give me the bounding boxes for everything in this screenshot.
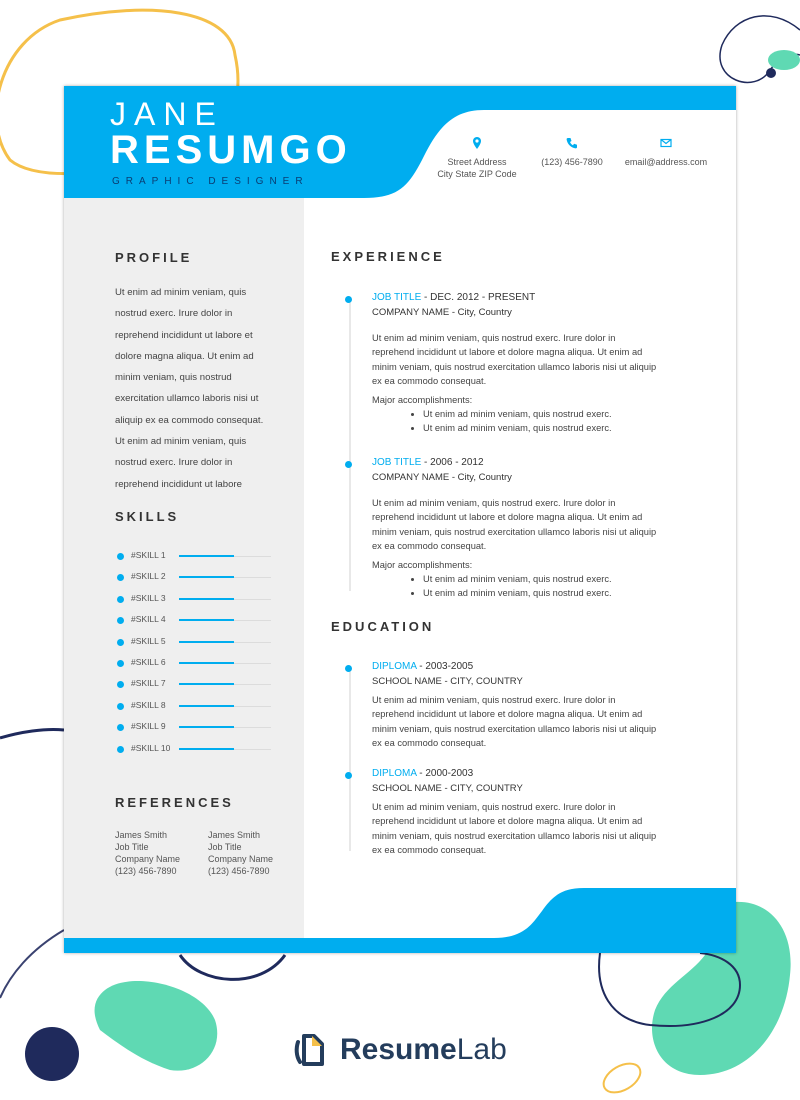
navy-curve-left bbox=[0, 930, 64, 998]
profile-line: aliquip ex ea commodo consequat. bbox=[115, 414, 264, 426]
entry-dates: - 2006 - 2012 bbox=[421, 457, 484, 468]
description-line: reprehend incididunt ut labore et dolore magna aliqua. Ut enim ad bbox=[372, 347, 643, 358]
skill-label: #SKILL 6 bbox=[131, 656, 166, 667]
navy-wave-left bbox=[0, 729, 64, 738]
skill-bar-fill bbox=[179, 662, 234, 664]
experience-entry bbox=[372, 292, 692, 435]
description-line: Ut enim ad minim veniam, quis nostrud exerc. Irure dolor in bbox=[372, 802, 616, 812]
reference-title: Job Title bbox=[115, 842, 149, 852]
navy-circle-bottom-left bbox=[25, 1027, 79, 1081]
first-name: JANE bbox=[110, 96, 224, 132]
skill-bar-fill bbox=[179, 726, 234, 728]
contact-address bbox=[432, 136, 522, 180]
reference-name: James Smith bbox=[208, 830, 261, 840]
profile-line: dolore magna aliqua. Ut enim ad bbox=[115, 350, 254, 362]
profile-heading: PROFILE bbox=[115, 250, 193, 265]
skill-bar-fill bbox=[179, 555, 234, 557]
skill-bar-track bbox=[179, 642, 271, 643]
skill-item bbox=[117, 676, 277, 697]
entry-degree: DIPLOMA bbox=[372, 661, 417, 672]
experience-entry bbox=[372, 457, 692, 600]
accomplishment-item: • Ut enim ad minim veniam, quis nostrud exerc. bbox=[423, 572, 692, 586]
address-line-1: Street Address bbox=[447, 157, 507, 167]
description-line: ex ea commodo consequat. bbox=[372, 845, 487, 856]
brand-name-regular: Lab bbox=[456, 1033, 507, 1066]
entry-role: JOB TITLE bbox=[372, 292, 422, 303]
education-heading: EDUCATION bbox=[331, 619, 435, 634]
entry-dates: - DEC. 2012 - PRESENT bbox=[421, 292, 536, 303]
description-line: ex ea commodo consequat. bbox=[372, 738, 487, 749]
description-line: minim veniam, quis nostrud exercitation ullamco laboris nisi ut aliquip bbox=[372, 361, 657, 372]
skill-label: #SKILL 2 bbox=[131, 571, 166, 582]
entry-role: JOB TITLE bbox=[372, 457, 422, 468]
entry-dates: - 2003-2005 bbox=[416, 661, 474, 672]
skill-item bbox=[117, 548, 277, 569]
education-entry bbox=[372, 661, 692, 751]
skill-bar-track bbox=[179, 684, 271, 685]
entry-company: COMPANY NAME - City, Country bbox=[372, 307, 512, 318]
skill-item bbox=[117, 719, 277, 740]
skill-bar-track bbox=[179, 663, 271, 664]
entry-header bbox=[372, 768, 692, 779]
reference-phone: (123) 456-7890 bbox=[208, 866, 270, 876]
mint-small-blob bbox=[768, 50, 800, 70]
mint-blob-bottom-left bbox=[95, 981, 218, 1071]
navy-swoosh-bottom bbox=[180, 955, 285, 979]
reference-card bbox=[115, 829, 180, 877]
address-line-2: City State ZIP Code bbox=[437, 169, 517, 179]
accomplishments-list bbox=[372, 572, 692, 601]
email-address: email@address.com bbox=[624, 157, 708, 167]
profile-line: Ut enim ad minim veniam, quis bbox=[115, 287, 247, 298]
skill-label: #SKILL 4 bbox=[131, 614, 166, 625]
description-line: minim veniam, quis nostrud exercitation ullamco laboris nisi ut aliquip bbox=[372, 526, 657, 537]
education-entry bbox=[372, 768, 692, 858]
reference-card bbox=[208, 829, 273, 877]
resume-page bbox=[64, 86, 736, 953]
skill-dot bbox=[117, 574, 124, 581]
timeline-dot bbox=[345, 461, 352, 468]
yellow-outline-ring bbox=[599, 1058, 646, 1099]
entry-description bbox=[372, 800, 692, 858]
description-line: ex ea commodo consequat. bbox=[372, 376, 487, 387]
description-line: reprehend incididunt ut labore et dolore magna aliqua. Ut enim ad bbox=[372, 512, 643, 523]
entry-company: COMPANY NAME - City, Country bbox=[372, 472, 512, 483]
skill-bar-fill bbox=[179, 683, 234, 685]
skill-item bbox=[117, 741, 277, 762]
map-pin-icon bbox=[470, 136, 484, 150]
skill-dot bbox=[117, 660, 124, 667]
skill-dot bbox=[117, 724, 124, 731]
skill-label: #SKILL 7 bbox=[131, 678, 166, 689]
accomplishments-list bbox=[372, 407, 692, 436]
reference-company: Company Name bbox=[208, 854, 274, 864]
profile-line: reprehend incididunt ut labore bbox=[115, 478, 242, 490]
description-line: reprehend incididunt ut labore et dolore magna aliqua. Ut enim ad bbox=[372, 709, 643, 720]
skill-dot bbox=[117, 617, 124, 624]
skill-bar-fill bbox=[179, 748, 234, 750]
skill-item bbox=[117, 634, 277, 655]
entry-degree: DIPLOMA bbox=[372, 768, 417, 779]
skill-bar-track bbox=[179, 577, 271, 578]
skill-dot bbox=[117, 596, 124, 603]
skill-bar-track bbox=[179, 556, 271, 557]
dark-outline-loop bbox=[720, 16, 800, 83]
skill-bar-fill bbox=[179, 576, 234, 578]
profile-line: nostrud exerc. Irure dolor in bbox=[115, 308, 233, 320]
phone-icon bbox=[565, 136, 579, 150]
profile-line: nostrud exerc. Irure dolor in bbox=[115, 457, 233, 469]
skill-label: #SKILL 3 bbox=[131, 592, 166, 603]
skill-dot bbox=[117, 746, 124, 753]
profile-text bbox=[115, 282, 285, 495]
timeline-dot bbox=[345, 296, 352, 303]
references-heading: REFERENCES bbox=[115, 795, 234, 810]
skill-label: #SKILL 10 bbox=[131, 742, 171, 753]
skill-item bbox=[117, 569, 277, 590]
skill-item bbox=[117, 591, 277, 612]
experience-heading: EXPERIENCE bbox=[331, 249, 445, 264]
skill-dot bbox=[117, 681, 124, 688]
accomplishments-label: Major accomplishments: bbox=[372, 559, 473, 570]
job-title: GRAPHIC DESIGNER bbox=[112, 176, 309, 187]
entry-header bbox=[372, 457, 692, 468]
profile-line: exercitation ullamco laboris nisi ut bbox=[115, 393, 259, 405]
envelope-icon bbox=[659, 136, 673, 150]
accomplishment-item: • Ut enim ad minim veniam, quis nostrud exerc. bbox=[423, 421, 692, 435]
accomplishment-item: • Ut enim ad minim veniam, quis nostrud exerc. bbox=[423, 586, 692, 600]
reference-phone: (123) 456-7890 bbox=[115, 866, 177, 876]
description-line: minim veniam, quis nostrud exercitation ullamco laboris nisi ut aliquip bbox=[372, 830, 657, 841]
skill-bar-track bbox=[179, 727, 271, 728]
reference-company: Company Name bbox=[115, 854, 181, 864]
phone-number: (123) 456-7890 bbox=[541, 157, 603, 167]
skill-label: #SKILL 9 bbox=[131, 721, 166, 732]
entry-description bbox=[372, 693, 692, 751]
entry-header bbox=[372, 661, 692, 672]
skill-item bbox=[117, 612, 277, 633]
profile-line: Ut enim ad minim veniam, quis bbox=[115, 436, 247, 448]
profile-line: reprehend incididunt ut labore et bbox=[115, 329, 253, 341]
description-line: Ut enim ad minim veniam, quis nostrud exerc. Irure dolor in bbox=[372, 333, 616, 343]
profile-line: minim veniam, quis nostrud bbox=[115, 372, 232, 384]
skills-heading: SKILLS bbox=[115, 509, 180, 524]
skill-bar-fill bbox=[179, 598, 234, 600]
skill-label: #SKILL 5 bbox=[131, 635, 166, 646]
description-line: Ut enim ad minim veniam, quis nostrud exerc. Irure dolor in bbox=[372, 498, 616, 508]
reference-title: Job Title bbox=[208, 842, 242, 852]
description-line: ex ea commodo consequat. bbox=[372, 541, 487, 552]
resumelab-brand[interactable] bbox=[290, 1030, 507, 1070]
brand-name-bold: Resume bbox=[340, 1033, 457, 1066]
skill-label: #SKILL 1 bbox=[131, 550, 166, 560]
timeline-dot bbox=[345, 665, 352, 672]
skill-dot bbox=[117, 639, 124, 646]
skill-item bbox=[117, 698, 277, 719]
skill-bar-track bbox=[179, 620, 271, 621]
skill-bar-fill bbox=[179, 641, 234, 643]
timeline-dot bbox=[345, 772, 352, 779]
skills-list bbox=[117, 548, 277, 762]
reference-name: James Smith bbox=[115, 830, 168, 840]
description-line: reprehend incididunt ut labore et dolore magna aliqua. Ut enim ad bbox=[372, 816, 643, 827]
skill-bar-track bbox=[179, 706, 271, 707]
skill-bar-track bbox=[179, 599, 271, 600]
skill-item bbox=[117, 655, 277, 676]
resumelab-logo-icon bbox=[290, 1030, 330, 1070]
entry-description bbox=[372, 331, 692, 389]
entry-dates: - 2000-2003 bbox=[416, 768, 474, 779]
brand-wordmark bbox=[340, 1033, 507, 1067]
accomplishments-label: Major accomplishments: bbox=[372, 394, 473, 405]
skill-dot bbox=[117, 553, 124, 560]
contact-email bbox=[620, 136, 712, 168]
accomplishment-item: • Ut enim ad minim veniam, quis nostrud exerc. bbox=[423, 407, 692, 421]
navy-small-dot bbox=[766, 68, 776, 78]
entry-description bbox=[372, 496, 692, 554]
skill-bar-fill bbox=[179, 705, 234, 707]
skill-bar-track bbox=[179, 749, 271, 750]
contact-phone bbox=[532, 136, 612, 168]
skill-label: #SKILL 8 bbox=[131, 699, 166, 710]
description-line: Ut enim ad minim veniam, quis nostrud exerc. Irure dolor in bbox=[372, 695, 616, 705]
entry-header bbox=[372, 292, 692, 303]
description-line: minim veniam, quis nostrud exercitation ullamco laboris nisi ut aliquip bbox=[372, 723, 657, 734]
last-name: RESUMGO bbox=[110, 128, 352, 172]
skill-bar-fill bbox=[179, 619, 234, 621]
entry-school: SCHOOL NAME - CITY, COUNTRY bbox=[372, 783, 523, 794]
entry-school: SCHOOL NAME - CITY, COUNTRY bbox=[372, 676, 523, 687]
skill-dot bbox=[117, 703, 124, 710]
